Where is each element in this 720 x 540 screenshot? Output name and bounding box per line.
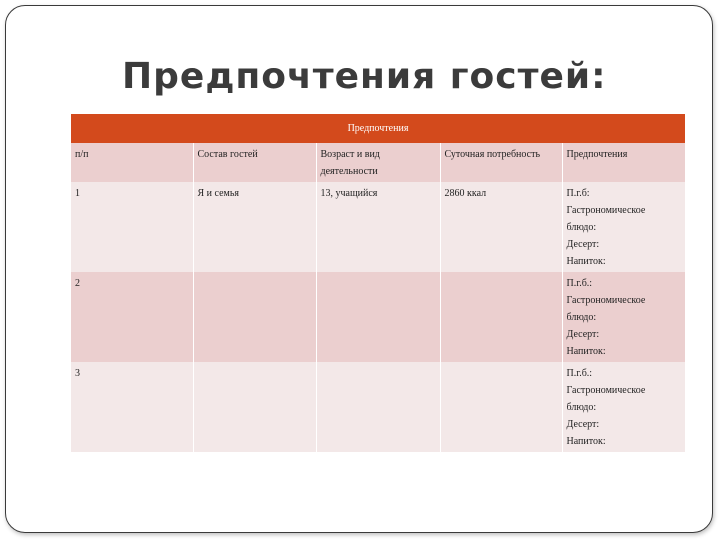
row-need	[440, 272, 562, 362]
row-prefs	[562, 362, 685, 452]
row-num: 2	[71, 272, 193, 362]
row-age: 13, учащийся	[316, 182, 440, 272]
row-prefs	[562, 272, 685, 362]
row-guests: Я и семья	[193, 182, 316, 272]
pref-line: Напиток:	[566, 436, 606, 447]
table-row	[71, 362, 685, 452]
pref-line: Напиток:	[566, 346, 606, 357]
row-guests	[193, 362, 316, 452]
column-header-num: п/п	[71, 143, 193, 182]
pref-line: блюдо:	[566, 402, 597, 413]
row-need: 2860 ккал	[440, 182, 562, 272]
row-num: 3	[71, 362, 193, 452]
preferences-table	[71, 114, 685, 452]
pref-line: Десерт:	[566, 239, 600, 250]
row-prefs	[562, 182, 685, 272]
pref-line: Напиток:	[566, 256, 606, 267]
column-header-prefs: Предпочтения	[562, 143, 685, 182]
column-header-age: Возраст и вид деятельности	[316, 143, 440, 182]
pref-line: Гастрономическое	[566, 385, 646, 396]
row-guests	[193, 272, 316, 362]
column-header-guests: Состав гостей	[193, 143, 316, 182]
pref-line: П.г.б.:	[566, 278, 593, 289]
row-age	[316, 272, 440, 362]
pref-line: блюдо:	[566, 312, 597, 323]
pref-line: Гастрономическое	[566, 295, 646, 306]
pref-line: П.г.б:	[566, 188, 590, 199]
pref-line: Гастрономическое	[566, 205, 646, 216]
row-age	[316, 362, 440, 452]
pref-line: Десерт:	[566, 329, 600, 340]
pref-line: П.г.б.:	[566, 368, 593, 379]
row-num: 1	[71, 182, 193, 272]
pref-line: Десерт:	[566, 419, 600, 430]
pref-line: блюдо:	[566, 222, 597, 233]
row-need	[440, 362, 562, 452]
column-header-need: Суточная потребность	[440, 143, 562, 182]
table-row	[71, 182, 685, 272]
table-row	[71, 272, 685, 362]
table-header: Предпочтения	[71, 114, 685, 143]
slide-title: Предпочтения гостей:	[122, 56, 607, 97]
column-header-row	[71, 143, 685, 182]
